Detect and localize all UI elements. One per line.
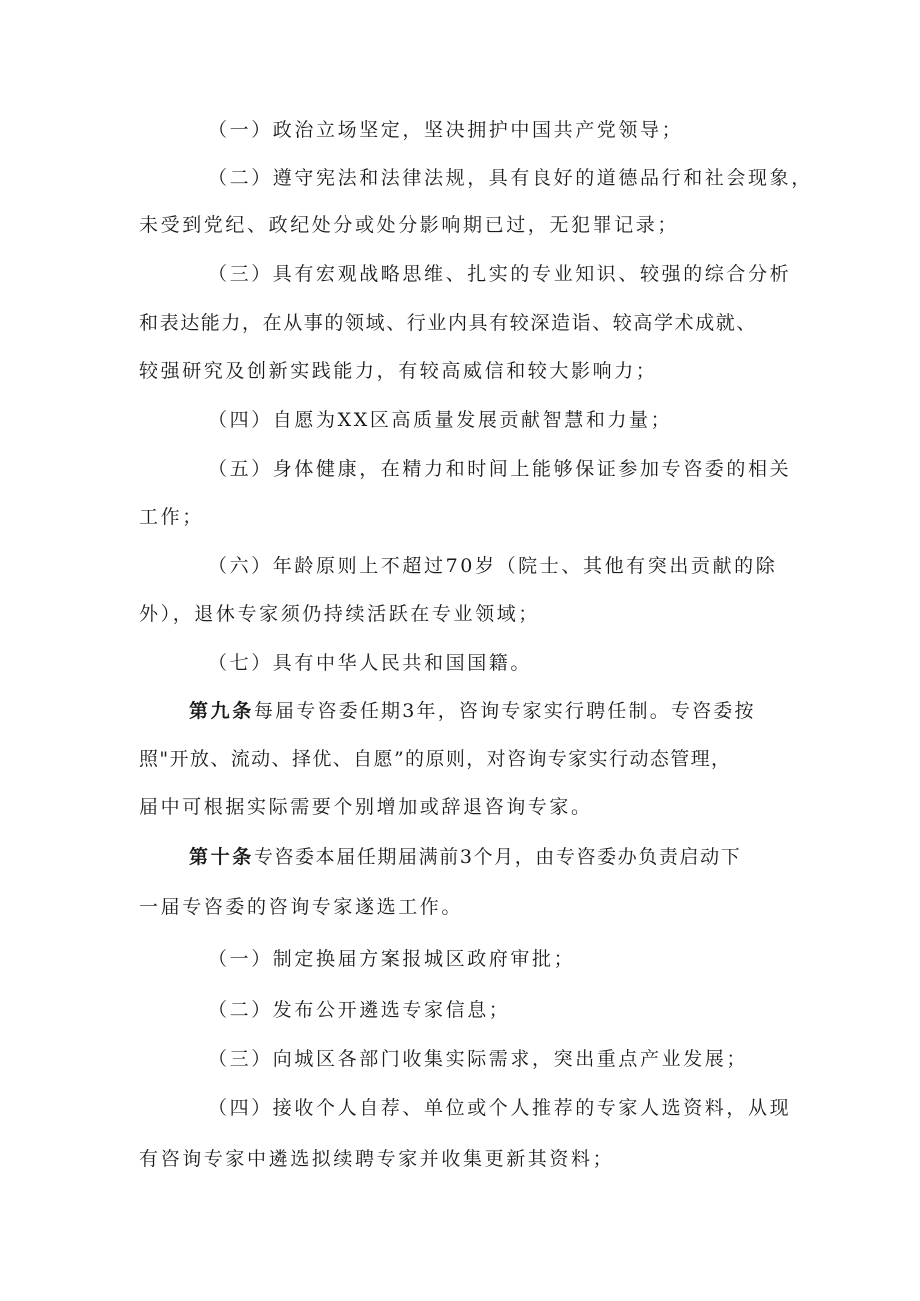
paragraph-line: 一届专咨委的咨询专家遂选工作。 — [139, 896, 464, 918]
paragraph-line: 外），退休专家须仍持续活跃在专业领域； — [139, 603, 540, 625]
paragraph-line: （三）向城区各部门收集实际需求，突出重点产业发展； — [208, 1048, 749, 1070]
paragraph-line: （二）遵守宪法和法律法规，具有良好的道德品行和社会现象， — [208, 167, 813, 189]
article-heading: 第九条 — [189, 700, 254, 722]
paragraph-line: 照"开放、流动、择优、自愿”的原则，对咨询专家实行动态管理， — [139, 748, 732, 770]
paragraph-line: 有咨询专家中遴选拟续聘专家并收集更新其资料； — [139, 1148, 615, 1170]
article-ten — [189, 843, 741, 871]
paragraph-line: 较强研究及创新实践能力，有较高威信和较大影响力； — [139, 360, 658, 382]
article-nine — [189, 697, 756, 725]
paragraph-line: （五）身体健康，在精力和时间上能够保证参加专咨委的相关 — [208, 458, 792, 480]
paragraph-line: 和表达能力，在从事的领域、行业内具有较深造诣、较高学术成就、 — [139, 312, 758, 334]
paragraph-line: （三）具有宏观战略思维、扎实的专业知识、较强的综合分析 — [208, 263, 792, 285]
paragraph-line: （七）具有中华人民共和国国籍。 — [208, 652, 533, 674]
paragraph-line: 工作； — [139, 506, 204, 528]
paragraph-line: （一）政治立场坚定，坚决拥护中国共产党领导； — [208, 119, 684, 141]
paragraph-line: （一）制定换届方案报城区政府审批； — [208, 948, 576, 970]
article-heading: 第十条 — [189, 846, 254, 868]
paragraph-line: 届中可根据实际需要个别增加或辞退咨询专家。 — [139, 796, 593, 818]
paragraph-line: （六）年龄原则上不超过70岁（院士、其他有突出贡献的除 — [208, 555, 778, 577]
article-text: 每届专咨委任期3年，咨询专家实行聘任制。专咨委按 — [253, 700, 756, 722]
paragraph-line: （四）自愿为XX区高质量发展贡献智慧和力量； — [208, 409, 673, 431]
paragraph-line: 未受到党纪、政纪处分或处分影响期已过，无犯罪记录； — [139, 214, 680, 236]
paragraph-line: （四）接收个人自荐、单位或个人推荐的专家人选资料，从现 — [208, 1097, 792, 1119]
paragraph-line: （二）发布公开遴选专家信息； — [208, 999, 511, 1021]
article-text: 专咨委本届任期届满前3个月，由专咨委办负责启动下 — [253, 846, 742, 868]
